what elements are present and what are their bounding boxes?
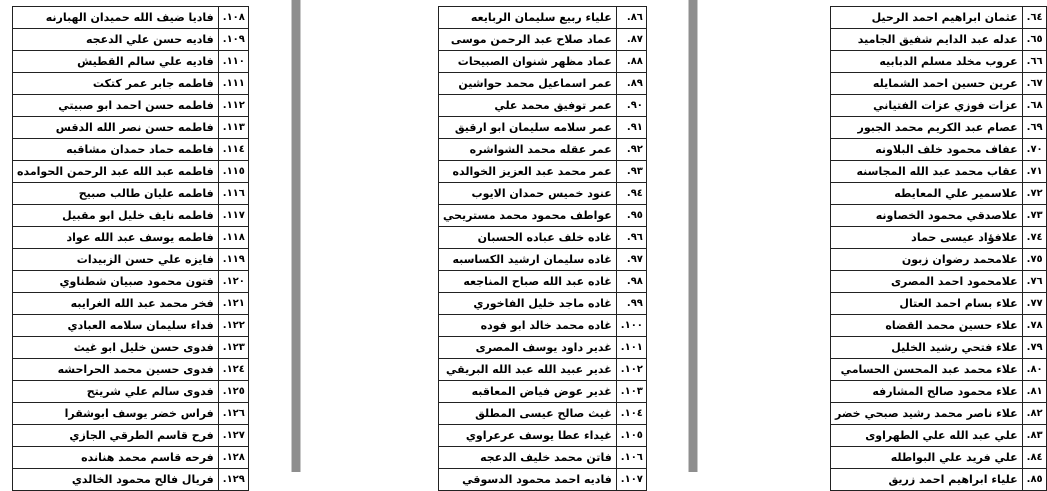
names-table-column-3 [12,6,249,491]
table-row [13,139,249,161]
table-row [831,469,1047,491]
row-number: ٨٤. [1022,447,1046,469]
row-number: ١١٦. [218,183,248,205]
person-name: فراس خضر يوسف ابوشقرا [13,403,219,425]
person-name: غدير عوض فياض المعاقبه [439,381,617,403]
table-row [13,117,249,139]
table-row [439,403,647,425]
table-row [831,381,1047,403]
table-row [13,337,249,359]
person-name: علاء حسين محمد القضاه [831,315,1023,337]
person-name: فدوى حسن خليل ابو غيث [13,337,219,359]
row-number: ٨٦. [616,7,646,29]
row-number: ٨٩. [616,73,646,95]
person-name: عزات فوزي عزات الفتياني [831,95,1023,117]
row-number: ٨٧. [616,29,646,51]
row-number: ١٠٤. [616,403,646,425]
names-table-column-2 [438,6,647,491]
table-row [831,73,1047,95]
row-number: ٧٧. [1022,293,1046,315]
person-name: علافؤاد عيسى حماد [831,227,1023,249]
row-number: ١١٣. [218,117,248,139]
person-name: عصام عبد الكريم محمد الجبور [831,117,1023,139]
person-name: فاطمه حماد حمدان مشاقبه [13,139,219,161]
person-name: فداء سليمان سلامه العبادي [13,315,219,337]
table-row [13,7,249,29]
person-name: عفاف محمود خلف البلاونه [831,139,1023,161]
row-number: ٩٠. [616,95,646,117]
table-row [13,161,249,183]
person-name: علي عبد الله علي الطهراوى [831,425,1023,447]
row-number: ١٢٣. [218,337,248,359]
person-name: فاتن محمد خليف الدعجه [439,447,617,469]
person-name: عدله عبد الدايم شفيق الجاميد [831,29,1023,51]
row-number: ١٢٧. [218,425,248,447]
row-number: ٦٤. [1022,7,1046,29]
row-number: ٩١. [616,117,646,139]
row-number: ٩٧. [616,249,646,271]
person-name: غدير عبيد الله عبد الله البريقي [439,359,617,381]
person-name: علاء ناصر محمد رشيد صبحي خضر [831,403,1023,425]
person-name: عمر سلامه سليمان ابو ارقيق [439,117,617,139]
person-name: عمر توفيق محمد علي [439,95,617,117]
row-number: ١١٤. [218,139,248,161]
row-number: ١١٢. [218,95,248,117]
row-number: ٦٨. [1022,95,1046,117]
table-row [439,447,647,469]
table-row [13,447,249,469]
row-number: ٩٥. [616,205,646,227]
table-row [439,205,647,227]
table-row [13,359,249,381]
table-row [439,293,647,315]
row-number: ٧٨. [1022,315,1046,337]
table-row [13,271,249,293]
table-row [439,7,647,29]
table-row [439,381,647,403]
person-name: غدير داود يوسف المصرى [439,337,617,359]
table-row [439,95,647,117]
person-name: فاطمه جابر عمر كتكت [13,73,219,95]
row-number: ١١٠. [218,51,248,73]
row-number: ٩٨. [616,271,646,293]
row-number: ٨٢. [1022,403,1046,425]
table-row [439,249,647,271]
row-number: ٧٣. [1022,205,1046,227]
person-name: عماد مظهر شنوان الصبيحات [439,51,617,73]
row-number: ٨٨. [616,51,646,73]
row-number: ٩٤. [616,183,646,205]
table-row [13,51,249,73]
person-name: غيداء عطا يوسف عرعراوي [439,425,617,447]
table-row [13,293,249,315]
person-name: فاطمه حسن احمد ابو صبيتي [13,95,219,117]
person-name: فاديه علي سالم القطيش [13,51,219,73]
person-name: علاء محمد عبد المحسن الحسامي [831,359,1023,381]
row-number: ١٠٩. [218,29,248,51]
row-number: ٧٤. [1022,227,1046,249]
row-number: ١٢٤. [218,359,248,381]
row-number: ١٠٠. [616,315,646,337]
row-number: ٦٧. [1022,73,1046,95]
person-name: عرين حسين احمد الشمايله [831,73,1023,95]
person-name: علاء فتحي رشيد الخليل [831,337,1023,359]
row-number: ١٠٥. [616,425,646,447]
person-name: فرحه قاسم محمد هنانده [13,447,219,469]
person-name: غاده محمد خالد ابو فوده [439,315,617,337]
table-row [13,95,249,117]
table-row [439,337,647,359]
row-number: ١٢٢. [218,315,248,337]
person-name: غاده عبد الله صباح المناجعه [439,271,617,293]
row-number: ١٢٨. [218,447,248,469]
person-name: علاء بسام احمد العتال [831,293,1023,315]
row-number: ٦٩. [1022,117,1046,139]
table-row [831,183,1047,205]
person-name: علاصدقي محمود الخصاونه [831,205,1023,227]
table-row [831,95,1047,117]
page-gutter-right [688,0,698,472]
row-number: ٧٢. [1022,183,1046,205]
row-number: ١١٩. [218,249,248,271]
person-name: عمر محمد عبد العزيز الخوالده [439,161,617,183]
person-name: فخر محمد عبد الله الغرايبه [13,293,219,315]
person-name: علياء ابراهيم احمد زريق [831,469,1023,491]
row-number: ٧١. [1022,161,1046,183]
table-row [13,183,249,205]
row-number: ١١٧. [218,205,248,227]
row-number: ٩٣. [616,161,646,183]
person-name: فاطمه حسن نصر الله الدقس [13,117,219,139]
table-row [439,29,647,51]
row-number: ٨١. [1022,381,1046,403]
person-name: علاسمير علي المعايطه [831,183,1023,205]
table-row [439,469,647,491]
person-name: عروب مخلد مسلم الدبابيه [831,51,1023,73]
row-number: ٨٠. [1022,359,1046,381]
row-number: ١١٥. [218,161,248,183]
row-number: ٩٩. [616,293,646,315]
person-name: فاطمه عبد الله عبد الرحمن الحوامده [13,161,219,183]
row-number: ٨٥. [1022,469,1046,491]
table-row [831,227,1047,249]
person-name: علامحمود احمد المصرى [831,271,1023,293]
table-row [831,337,1047,359]
table-row [439,425,647,447]
table-row [439,117,647,139]
table-row [831,293,1047,315]
row-number: ٩٢. [616,139,646,161]
table-row [13,205,249,227]
row-number: ٦٦. [1022,51,1046,73]
person-name: علامحمد رضوان زبون [831,249,1023,271]
table-row [13,73,249,95]
person-name: غاده خلف عباده الحسبان [439,227,617,249]
table-row [831,447,1047,469]
person-name: عماد صلاح عبد الرحمن موسى [439,29,617,51]
person-name: عنود خميس حمدان الايوب [439,183,617,205]
row-number: ٧٠. [1022,139,1046,161]
row-number: ٧٦. [1022,271,1046,293]
row-number: ١٠١. [616,337,646,359]
page-gutter-left [291,0,301,472]
table-row [439,161,647,183]
table-row [831,249,1047,271]
table-row [439,359,647,381]
row-number: ١٢١. [218,293,248,315]
table-row [831,315,1047,337]
person-name: فاديه احمد محمود الدسوقي [439,469,617,491]
person-name: فتون محمود صبيان شطناوي [13,271,219,293]
table-row [13,227,249,249]
person-name: غاده سليمان ارشيد الكساسبه [439,249,617,271]
table-row [439,315,647,337]
person-name: فريال فالح محمود الخالدي [13,469,219,491]
table-row [13,381,249,403]
person-name: فرح قاسم الطرقي الجازي [13,425,219,447]
table-row [831,205,1047,227]
table-row [831,161,1047,183]
table-row [13,425,249,447]
person-name: علاء محمود صالح المشارفه [831,381,1023,403]
row-number: ١١١. [218,73,248,95]
table-row [13,315,249,337]
table-row [13,403,249,425]
table-row [831,117,1047,139]
row-number: ١٠٣. [616,381,646,403]
row-number: ١٠٧. [616,469,646,491]
person-name: علياء ربيع سليمان الربايعه [439,7,617,29]
row-number: ٧٥. [1022,249,1046,271]
names-table-column-1 [830,6,1047,491]
table-row [831,29,1047,51]
person-name: علي فريد علي البواطله [831,447,1023,469]
person-name: عثمان ابراهيم احمد الرحيل [831,7,1023,29]
table-row [831,271,1047,293]
table-row [13,249,249,271]
row-number: ١٢٩. [218,469,248,491]
person-name: عقاب محمد عبد الله المجاسنه [831,161,1023,183]
row-number: ١٢٥. [218,381,248,403]
row-number: ١٠٦. [616,447,646,469]
table-row [439,139,647,161]
table-row [439,227,647,249]
row-number: ١٠٢. [616,359,646,381]
person-name: فدوى حسين محمد الحراحشه [13,359,219,381]
table-row [439,271,647,293]
person-name: فايزه علي حسن الزبيدات [13,249,219,271]
row-number: ١٢٦. [218,403,248,425]
table-row [13,29,249,51]
row-number: ١١٨. [218,227,248,249]
person-name: فاطمه عليان طالب صبيح [13,183,219,205]
table-row [831,51,1047,73]
row-number: ٩٦. [616,227,646,249]
person-name: فاطمه يوسف عبد الله عواد [13,227,219,249]
person-name: عواطف محمود محمد مستريحي [439,205,617,227]
row-number: ١٢٠. [218,271,248,293]
row-number: ٨٣. [1022,425,1046,447]
person-name: فاديا ضيف الله حميدان الهبارنه [13,7,219,29]
person-name: عمر اسماعيل محمد حواشين [439,73,617,95]
person-name: فدوى سالم علي شريتح [13,381,219,403]
table-row [439,73,647,95]
person-name: غيث صالح عيسى المطلق [439,403,617,425]
table-row [831,425,1047,447]
row-number: ٧٩. [1022,337,1046,359]
table-row [831,7,1047,29]
person-name: فاديه حسن علي الدعجه [13,29,219,51]
table-row [831,403,1047,425]
table-row [831,139,1047,161]
row-number: ٦٥. [1022,29,1046,51]
person-name: غاده ماجد خليل الفاخوري [439,293,617,315]
table-row [439,51,647,73]
person-name: عمر عقله محمد الشواشره [439,139,617,161]
table-row [439,183,647,205]
table-row [13,469,249,491]
person-name: فاطمه نايف خليل ابو مقبيل [13,205,219,227]
table-row [831,359,1047,381]
row-number: ١٠٨. [218,7,248,29]
